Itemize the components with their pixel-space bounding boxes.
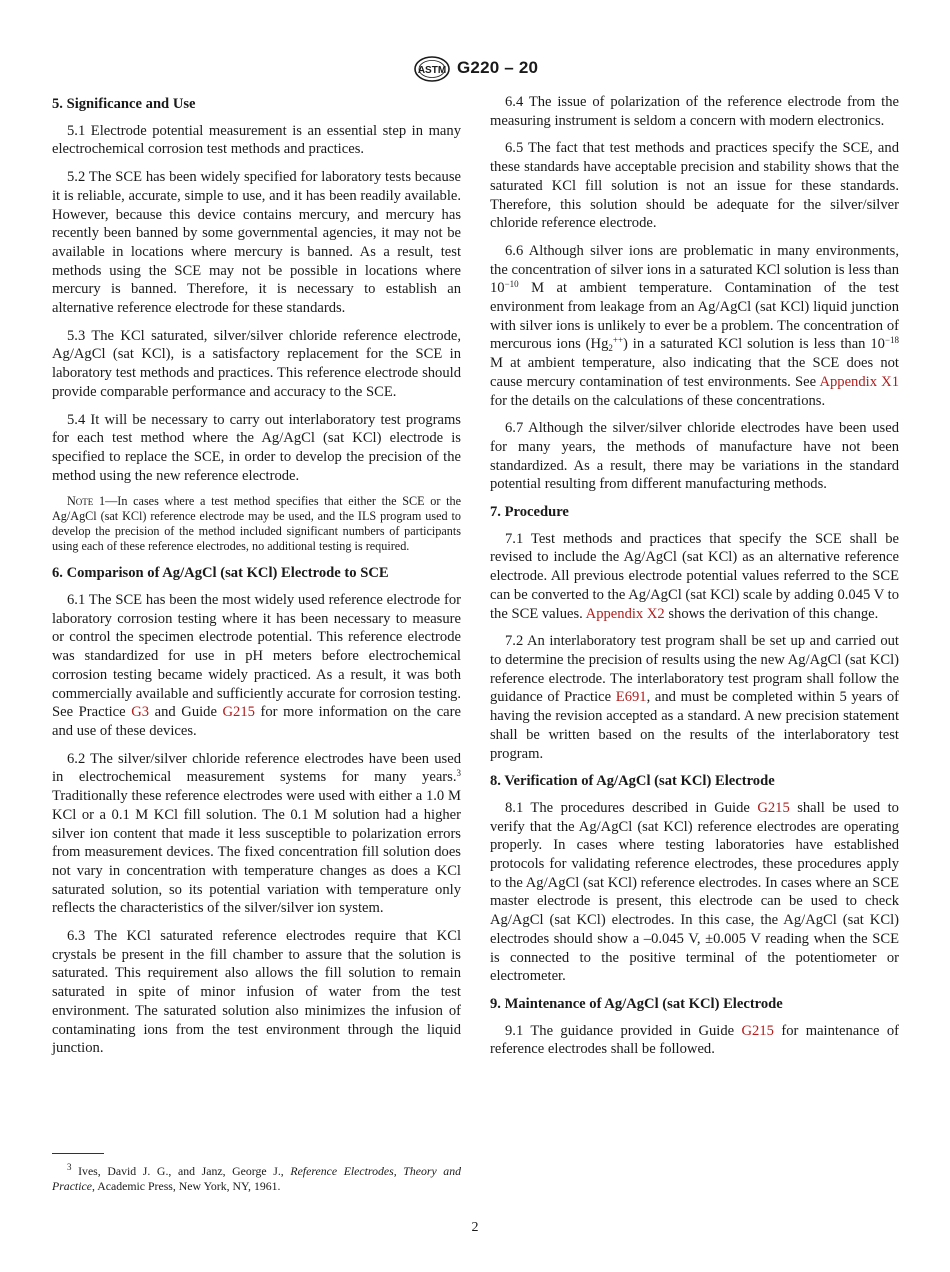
link-e691[interactable]: E691 (615, 689, 647, 706)
paragraph-6-7: 6.7 Although the silver/silver chloride electrodes have been used for many years, the methods of manufacture have not been standardized. As a result, there may be variations in the standard potential resulting from different manufacturing methods. (490, 420, 899, 493)
right-column (490, 93, 899, 1068)
paragraph-6-3: 6.3 The KCl saturated reference electrodes require that KCl crystals be present in the fill chamber to assure that the solution is saturated. This requirement also allows the fill solution to remain saturated in spite of minor infusion of water from the test environment. The saturated solution also minimizes the infusion of contaminating ions from the test environment through the liquid junction. (52, 928, 461, 1057)
link-g215[interactable]: G215 (222, 704, 255, 721)
page-header (0, 56, 950, 84)
paragraph-9-1: 9.1 The guidance provided in Guide G215 for maintenance of reference electrodes shall be followed. (490, 1022, 900, 1058)
note-1 (52, 494, 461, 554)
logo-text: ASTM (417, 65, 447, 76)
footnote-3: $^3$ Ives, David J. G., and Janz, George J., Reference Electrodes, Theory and Practice, Academic Press, New York, NY, 1961. (52, 1162, 461, 1193)
astm-logo-icon (412, 56, 452, 82)
left-column (52, 93, 461, 1067)
link-g215[interactable]: G215 (757, 799, 790, 816)
footnote-number: 3 (67, 1162, 72, 1172)
paragraph-6-2: 6.2 The silver/silver chloride reference electrodes have been used in electrochemical measurement systems for many years.$^3$ Traditionally these reference electrodes were used with either a 1.0 M KCl or a 0.1 M KCl fill solution. The 0.1 M solution had a higher silver ion content that made it less susceptible to polarization errors from measurement devices. The fixed concentration fill solution does not vary in concentration with temperature changes as does a KCl saturated solution, so its potential variation with temperature only reflects the characteristics of the silver/silver ion system. (52, 750, 461, 917)
paragraph-5-3: 5.3 The KCl saturated, silver/silver chloride reference electrode, Ag/AgCl (sat KCl), is a satisfactory replacement for the SCE in laboratory test methods and practices. This reference electrode should provide comparable performance and accuracy to the SCE. (52, 327, 461, 400)
paragraph-8-1: 8.1 The procedures described in Guide G215 shall be used to verify that the Ag/AgCl (sat KCl) reference electrodes are operating properly. In cases where testing laboratories have established protocols for validating reference electrodes, these procedures apply to the Ag/AgCl (sat KCl) reference electrodes. In cases where an SCE master electrode is present, this electrode can be used to check Ag/AgCl (sat KCl) electrodes. In this case, the Ag/AgCl (sat KCl) electrodes should show a –0.045 V, ±0.005 V reading when the SCE is connected to the positive terminal of the potentiometer or electrometer. (490, 799, 899, 985)
section-5-title: 5. Significance and Use (52, 96, 196, 112)
standard-designation: G220 – 20 (457, 58, 539, 77)
section-6-title: 6. Comparison of Ag/AgCl (sat KCl) Electrode to SCE (52, 565, 389, 582)
paragraph-5-4: 5.4 It will be necessary to carry out interlaboratory test programs for each test method where the Ag/AgCl (sat KCl) electrode is specified to replace the SCE, in order to develop the precision of the method using the new reference electrode. (52, 411, 461, 484)
section-8-title: 8. Verification of Ag/AgCl (sat KCl) Electrode (490, 773, 775, 790)
paragraph-7-2: 7.2 An interlaboratory test program shall be set up and carried out to determine the precision of results using the new Ag/AgCl (sat KCl) reference electrode. The interlaboratory test program shall follow the guidance of Practice E691, and must be completed within 5 years of having the revision accepted as a standard. A new precision statement shall be written based on the results of the interlaboratory test program. (490, 633, 899, 762)
paragraph-6-1: 6.1 The SCE has been the most widely used reference electrode for laboratory corrosion testing where it has been necessary to measure or control the specimen electrode potential. This reference electrode was standardized for use in pH meters before electrochemical corrosion testing became widely practiced. As a result, it was both commercially available and sufficiently accurate for corrosion testing. See Practice G3 and Guide G215 for more information on the care and use of these devices. (52, 592, 462, 739)
section-9-title: 9. Maintenance of Ag/AgCl (sat KCl) Electrode (490, 995, 783, 1012)
paragraph-6-6: 6.6 Although silver ions are problematic in many environments, the concentration of silver ions in a saturated KCl solution is less than $10^{-10}$ M at ambient temperature. Contamination of the test environment from leakage from an Ag/AgCl (sat KCl) liquid junction with silver ions is unlikely to ever be a problem. The concentration of mercurous ions $(Hg_2^{++})$ in a saturated KCl solution is less than $10^{-18}$ M at ambient temperature, also indicating that the SCE does not cause mercury contamination of test environments. See Appendix X1 for the details on the calculations of these concentrations. (490, 242, 900, 409)
link-appendix-x2[interactable]: Appendix X2 (585, 605, 665, 622)
paragraph-5-2: 5.2 The SCE has been widely specified for laboratory tests because it is reliable, accurate, simple to use, and it has been readily available. However, because this device contains mercury, and mercury has recently been banned by some governmental agencies, it may not be available in locations where mercury is banned. As a result, test methods using the SCE may not be possible in locations where mercury is banned. Therefore, it is necessary to establish an alternative reference electrode for these standards. (52, 169, 461, 317)
link-appendix-x1[interactable]: Appendix X1 (819, 373, 899, 390)
page-number: 2 (471, 1220, 479, 1235)
link-g3[interactable]: G3 (131, 704, 150, 721)
footnote-divider (52, 1153, 104, 1154)
footnote-title: Reference Electrodes, Theory and Practice (52, 1164, 461, 1193)
note-label: Note 1 (67, 494, 106, 509)
section-7-title: 7. Procedure (490, 504, 569, 521)
paragraph-7-1: 7.1 Test methods and practices that specify the SCE shall be revised to include the Ag/AgCl (sat KCl) as an alternative reference electrode. All previous electrode potential values referred to the SCE can be converted to the Ag/AgCl (sat KCl) scale by adding 0.045 V to the SCE values. Appendix X2 shows the derivation of this change. (490, 530, 899, 622)
paragraph-5-1: 5.1 Electrode potential measurement is an essential step in many electrochemical corrosion test methods and practices. (52, 122, 461, 158)
link-g215[interactable]: G215 (741, 1022, 774, 1039)
note-text: —In cases where a test method specifies that either the SCE or the Ag/AgCl (sat KCl) reference electrode may be used, and the ILS program used to develop the precision of the method included significant numbers of participants using each of these reference electrodes, no additional testing is required. (52, 494, 462, 554)
paragraph-6-5: 6.5 The fact that test methods and practices specify the SCE, and these standards have acceptable precision and stability shows that the saturated KCl fill solution is not an issue for these standards. Therefore, this solution should be adequate for the silver/silver chloride reference electrode. (490, 140, 899, 232)
footnote-ref-3: 3 (456, 768, 461, 779)
paragraph-6-4: 6.4 The issue of polarization of the reference electrode from the measuring instrument is seldom a concern with modern electronics. (490, 94, 899, 129)
